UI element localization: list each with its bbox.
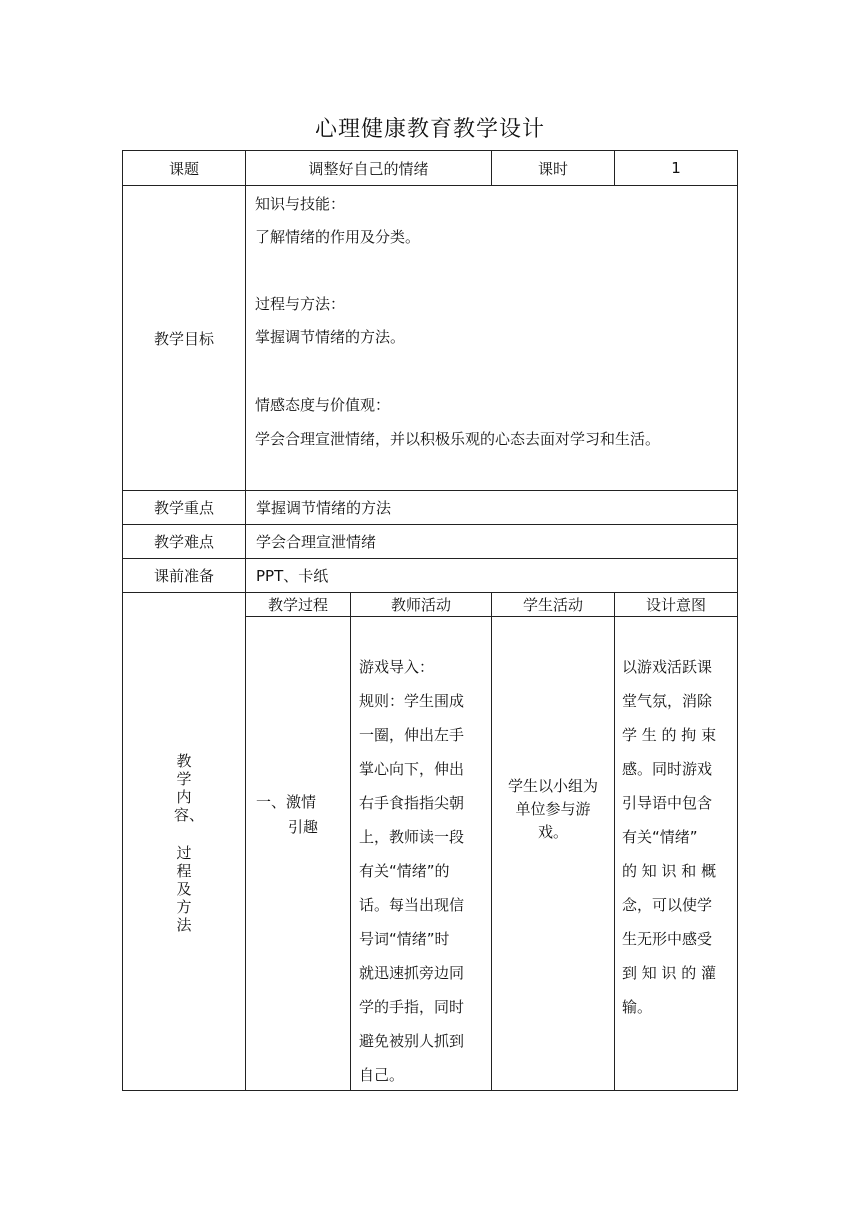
process-side-label-col1: 教学内容、 [174,752,205,824]
topic-value: 调整好自己的情绪 [308,159,429,178]
teacher-activity-line: 号词“情绪”时 [359,930,450,948]
design-intent-line: 念，可以使学 [622,896,713,914]
teacher-activity-line: 右手食指指尖朝 [359,794,465,812]
key-point-label: 教学重点 [153,499,214,517]
process-header-student: 学生活动 [522,596,583,614]
period-value: 1 [671,159,681,177]
preparation-value: PPT、卡纸 [256,567,329,585]
key-point-value: 掌握调节情绪的方法 [256,499,392,517]
process-header-step: 教学过程 [267,596,328,614]
difficulty-value: 学会合理宣泄情绪 [256,533,377,551]
process-side-label-col2: 过程及方法 [176,844,192,934]
design-intent-line: 的 知 识 和 概 [622,862,717,880]
objective-line: 掌握调节情绪的方法。 [255,328,406,346]
teacher-activity-line: 上，教师读一段 [359,828,465,846]
objective-line: 知识与技能： [255,195,346,213]
step-name-line1: 一、激情 [256,793,317,811]
document-title: 心理健康教育教学设计 [314,117,545,142]
step-name-line2: 引趣 [288,818,319,836]
objective-line: 了解情绪的作用及分类。 [255,228,421,246]
teacher-activity-line: 就迅速抓旁边同 [359,964,465,982]
teacher-activity-line: 话。每当出现信 [359,896,465,914]
teacher-activity-line: 一圈，伸出左手 [359,726,465,744]
objectives-label: 教学目标 [153,329,214,348]
design-intent-line: 输。 [622,998,653,1016]
student-activity-line: 学生以小组为 [507,776,598,795]
design-intent-line: 到 知 识 的 灌 [622,964,717,982]
teacher-activity-line: 游戏导入： [359,658,435,676]
period-label: 课时 [537,159,568,178]
objective-line: 学会合理宣泄情绪，并以积极乐观的心态去面对学习和生活。 [255,430,661,448]
teacher-activity-line: 规则：学生围成 [359,692,465,710]
teacher-activity-line: 避免被别人抓到 [359,1032,465,1050]
objective-line: 过程与方法： [255,295,346,313]
teacher-activity-line: 自己。 [359,1066,405,1084]
design-intent-line: 堂气氛，消除 [622,692,713,710]
design-intent-line: 学 生 的 拘 束 [622,726,717,744]
difficulty-label: 教学难点 [153,533,214,551]
teacher-activity-line: 学的手指，同时 [359,998,465,1016]
preparation-label: 课前准备 [153,567,214,585]
student-activity-line: 单位参与游 [515,799,591,818]
process-header-intent: 设计意图 [645,596,706,614]
design-intent-line: 有关“情绪” [622,828,698,846]
design-intent-line: 感。同时游戏 [622,760,713,778]
topic-label: 课题 [168,159,199,178]
objective-line: 情感态度与价值观： [255,396,391,414]
teacher-activity-line: 有关“情绪”的 [359,862,450,880]
design-intent-line: 引导语中包含 [622,794,713,812]
student-activity-line: 戏。 [537,822,568,841]
design-intent-line: 以游戏活跃课 [622,658,713,676]
process-header-teacher: 教师活动 [390,596,451,614]
teacher-activity-line: 掌心向下，伸出 [359,760,465,778]
design-intent-line: 生无形中感受 [622,930,713,948]
